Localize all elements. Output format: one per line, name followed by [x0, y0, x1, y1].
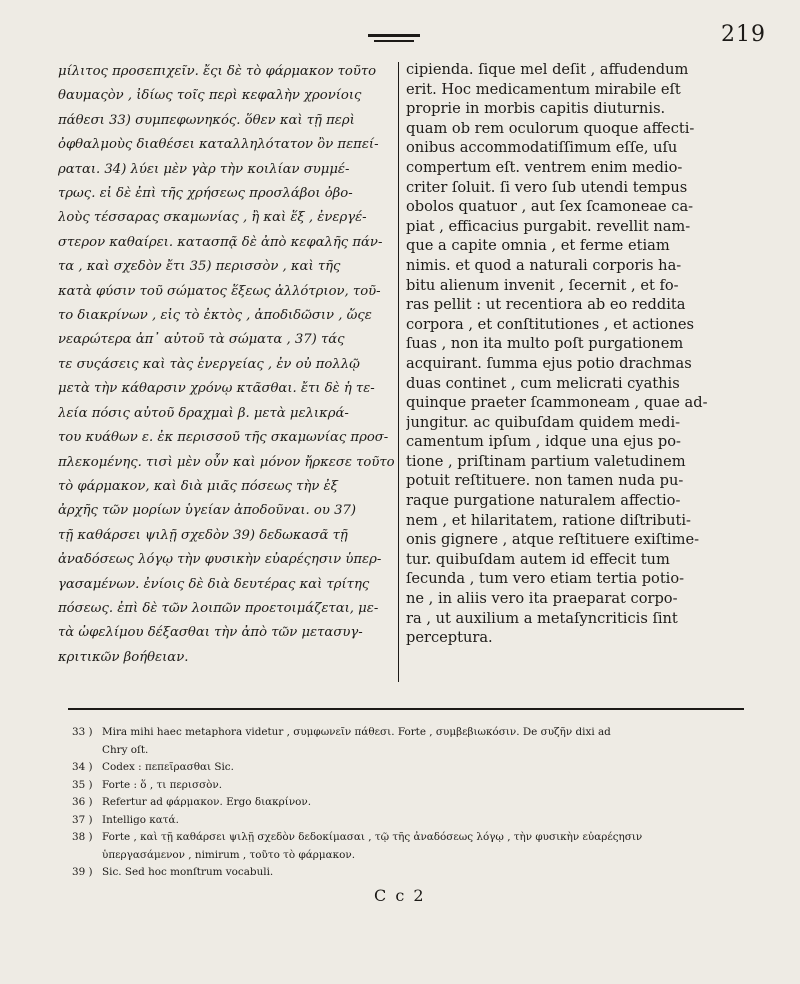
footnote-continuation: Chry oſt.: [102, 743, 149, 756]
greek-text-line: του κυάθων ε. ἐκ περισσοῦ τῆς σκαμωνίας προσ-: [58, 430, 389, 446]
footnote-continuation: ὑπεργασάμενον , nimirum , τοῦτο τὸ φάρμακον.: [102, 848, 355, 861]
latin-text-line: perceptura.: [406, 629, 493, 647]
header-ornament: [368, 34, 420, 44]
greek-text-line: τρως. εἰ δὲ ἐπὶ τῆς χρήσεως προσλάβοι ὀβο-: [58, 186, 353, 202]
footnote-item: [72, 724, 752, 759]
greek-text-line: κριτικῶν βοήθειαν.: [58, 649, 189, 665]
greek-text-line: νεαρώτερα ἀπ᾽ αὐτοῦ τὰ σώματα , 37) τάς: [58, 332, 345, 348]
footnote-item: [72, 829, 752, 864]
latin-text-line: obolos quatuor , aut ſex ſcamoneae ca-: [406, 198, 694, 216]
latin-text-line: nimis. et quod a naturali corporis ha-: [406, 256, 682, 274]
greek-text-line: μετὰ τὴν κάθαρσιν χρόνῳ κτᾶσθαι. ἔτι δὲ ἡ τε-: [58, 381, 375, 397]
greek-text-line: πόσεως. ἐπὶ δὲ τῶν λοιπῶν προετοιμάζεται, με-: [58, 600, 379, 616]
latin-text-line: criter ſoluit. ſi vero ſub utendi tempus: [406, 178, 688, 196]
footnote-number: 37 ): [72, 813, 93, 826]
footnote-text: Codex : πεπεῖρασθαι Sic.: [102, 761, 234, 773]
greek-text-line: γασαμένων. ἐνίοις δὲ διὰ δευτέρας καὶ τρίτης: [58, 576, 370, 592]
greek-text-line: ἀρχῆς τῶν μορίων ὑγείαν ἀποδοῦναι. ου 37): [58, 503, 357, 519]
latin-text-line: quam ob rem oculorum quoque affecti-: [406, 119, 695, 137]
greek-text-line: τὰ ὠφελίμου δέξασθαι τὴν ἀπὸ τῶν μετασυγ-: [58, 625, 363, 641]
latin-text-line: tur. quibuſdam autem id effecit tum: [406, 550, 670, 568]
latin-text-line: onibus accommodatiſſimum eſſe, uſu: [406, 139, 678, 157]
latin-text-line: erit. Hoc medicamentum mirabile eſt: [406, 80, 681, 98]
greek-text-line: ραται. 34) λύει μὲν γὰρ τὴν κοιλίαν συμμέ-: [58, 161, 350, 177]
greek-text-line: πλεκομένης. τισὶ μὲν οὖν καὶ μόνον ἤρκεσε τοῦτο: [58, 454, 395, 470]
latin-text-line: quinque praeter ſcammoneam , quae ad-: [406, 394, 708, 412]
latin-text-line: que a capite omnia , et ferme etiam: [406, 237, 670, 255]
footnote-text: Intelligo κατά.: [102, 813, 179, 826]
greek-text-line: θαυμαςὸν , ἰδίως τοῖς περὶ κεφαλὴν χρονίοις: [58, 88, 362, 104]
greek-text-line: λοὺς τέσσαρας σκαμωνίας , ἢ καὶ ἕξ , ἐνεργέ-: [58, 210, 367, 226]
footnote-number: 33 ): [72, 726, 93, 738]
greek-text-line: τῇ καθάρσει ψιλῇ σχεδὸν 39) δεδωκασᾶ τῇ: [58, 527, 348, 543]
page-number: 219: [721, 22, 766, 47]
latin-text-line: ne , in aliis vero ita praeparat corpo-: [406, 590, 678, 608]
footnote-text: Mira mihi haec metaphora videtur , συμφωνεῖν πάθεσι. Forte , συμβεβιωκόσιν. De συζῆν dixi ad: [102, 726, 611, 738]
latin-text-line: ras pellit : ut recentiora ab eo reddita: [406, 296, 686, 314]
greek-text-line: λεία πόσις αὐτοῦ δραχμαὶ β. μετὰ μελικρά-: [58, 405, 349, 421]
latin-text-line: compertum eſt. ventrem enim medio-: [406, 158, 683, 176]
footnote-text: Forte , καὶ τῇ καθάρσει ψιλῇ σχεδὸν δεδοκίμασαι , τῷ τῆς ἀναδόσεως λόγῳ , τὴν φυσικὴν εὐαρέςησιν: [102, 831, 643, 843]
latin-text-line: cipienda. ſique mel deſit , affudendum: [406, 61, 689, 78]
greek-text-column: [58, 60, 396, 670]
column-divider: [398, 62, 399, 682]
latin-text-line: ra , ut auxilium a metaſyncriticis ſint: [406, 609, 678, 627]
greek-text-line: στερον καθαίρει. κατασπᾷ δὲ ἀπὸ κεφαλῆς πάν-: [58, 234, 383, 250]
latin-text-line: tione , priſtinam partium valetudinem: [406, 452, 686, 470]
footnote-item: [72, 794, 752, 812]
greek-text-line: μίλιτος προσεπιχεῖν. ἔςι δὲ τὸ φάρμακον τοῦτο: [58, 64, 377, 79]
footnote-text: Sic. Sed hoc monſtrum vocabuli.: [102, 866, 274, 878]
greek-text-line: το διακρίνων , εἰς τὸ ἐκτὸς , ἀποδιδῶσιν , ὥςε: [58, 308, 372, 324]
greek-text-line: τα , καὶ σχεδὸν ἔτι 35) περισσὸν , καὶ τῆς: [58, 259, 341, 275]
footnote-number: 39 ): [72, 866, 93, 878]
footnote-item: [72, 864, 752, 882]
greek-text-line: τὸ φάρμακον, καὶ διὰ μιᾶς πόσεως τὴν ἐξ: [58, 478, 338, 494]
latin-text-line: onis gignere , atque reſtituere exiſtime-: [406, 531, 700, 549]
latin-text-line: raque purgatione naturalem affectio-: [406, 492, 681, 510]
footnote-number: 38 ): [72, 831, 93, 843]
greek-text-line: πάθεσι 33) συμπεφωνηκός. ὅθεν καὶ τῇ περὶ: [58, 112, 355, 128]
footnote-item: [72, 759, 752, 777]
latin-text-line: proprie in morbis capitis diuturnis.: [406, 100, 666, 118]
footnotes: [72, 724, 752, 882]
latin-text-line: ſuas , non ita multo poſt purgationem: [406, 335, 684, 353]
greek-text-line: τε συςάσεις καὶ τὰς ἐνεργείας , ἐν οὐ πολλῷ: [58, 356, 360, 372]
footnote-separator: [68, 708, 744, 710]
footnote-text: Forte : ὅ , τι περισσὸν.: [102, 778, 223, 791]
greek-text-line: ὀφθαλμοὺς διαθέσει καταλληλότατον ὂν πεπεί-: [58, 137, 379, 153]
latin-text-line: ſecunda , tum vero etiam tertia potio-: [406, 570, 685, 588]
footnote-item: [72, 777, 752, 795]
footnote-item: [72, 812, 752, 830]
latin-text-line: piat , efficacius purgabit. revellit nam-: [406, 217, 691, 235]
signature-mark: C c 2: [374, 886, 426, 905]
latin-text-line: duas continet , cum melicrati cyathis: [406, 374, 680, 392]
latin-text-line: nem , et hilaritatem, ratione diſtributi-: [406, 511, 691, 529]
greek-text-line: ἀναδόσεως λόγῳ τὴν φυσικὴν εὐαρέςησιν ὑπερ-: [58, 552, 382, 568]
footnote-number: 36 ): [72, 796, 93, 808]
footnote-number: 35 ): [72, 778, 93, 791]
latin-text-line: jungitur. ac quibuſdam quidem medi-: [406, 413, 681, 431]
latin-text-column: [406, 60, 746, 648]
footnote-number: 34 ): [72, 761, 93, 773]
latin-text-line: potuit reſtituere. non tamen nuda pu-: [406, 472, 684, 490]
latin-text-line: camentum ipſum , idque una ejus po-: [406, 433, 681, 451]
latin-text-line: acquirant. ſumma ejus potio drachmas: [406, 354, 692, 372]
latin-text-line: bitu alienum invenit , ſecernit , et fo-: [406, 276, 679, 294]
greek-text-line: κατὰ φύσιν τοῦ σώματος ἕξεως ἀλλότριον, τοῦ-: [58, 283, 381, 299]
latin-text-line: corpora , et conſtitutiones , et actiones: [406, 315, 694, 333]
footnote-text: Refertur ad φάρμακον. Ergo διακρίνον.: [102, 796, 312, 808]
